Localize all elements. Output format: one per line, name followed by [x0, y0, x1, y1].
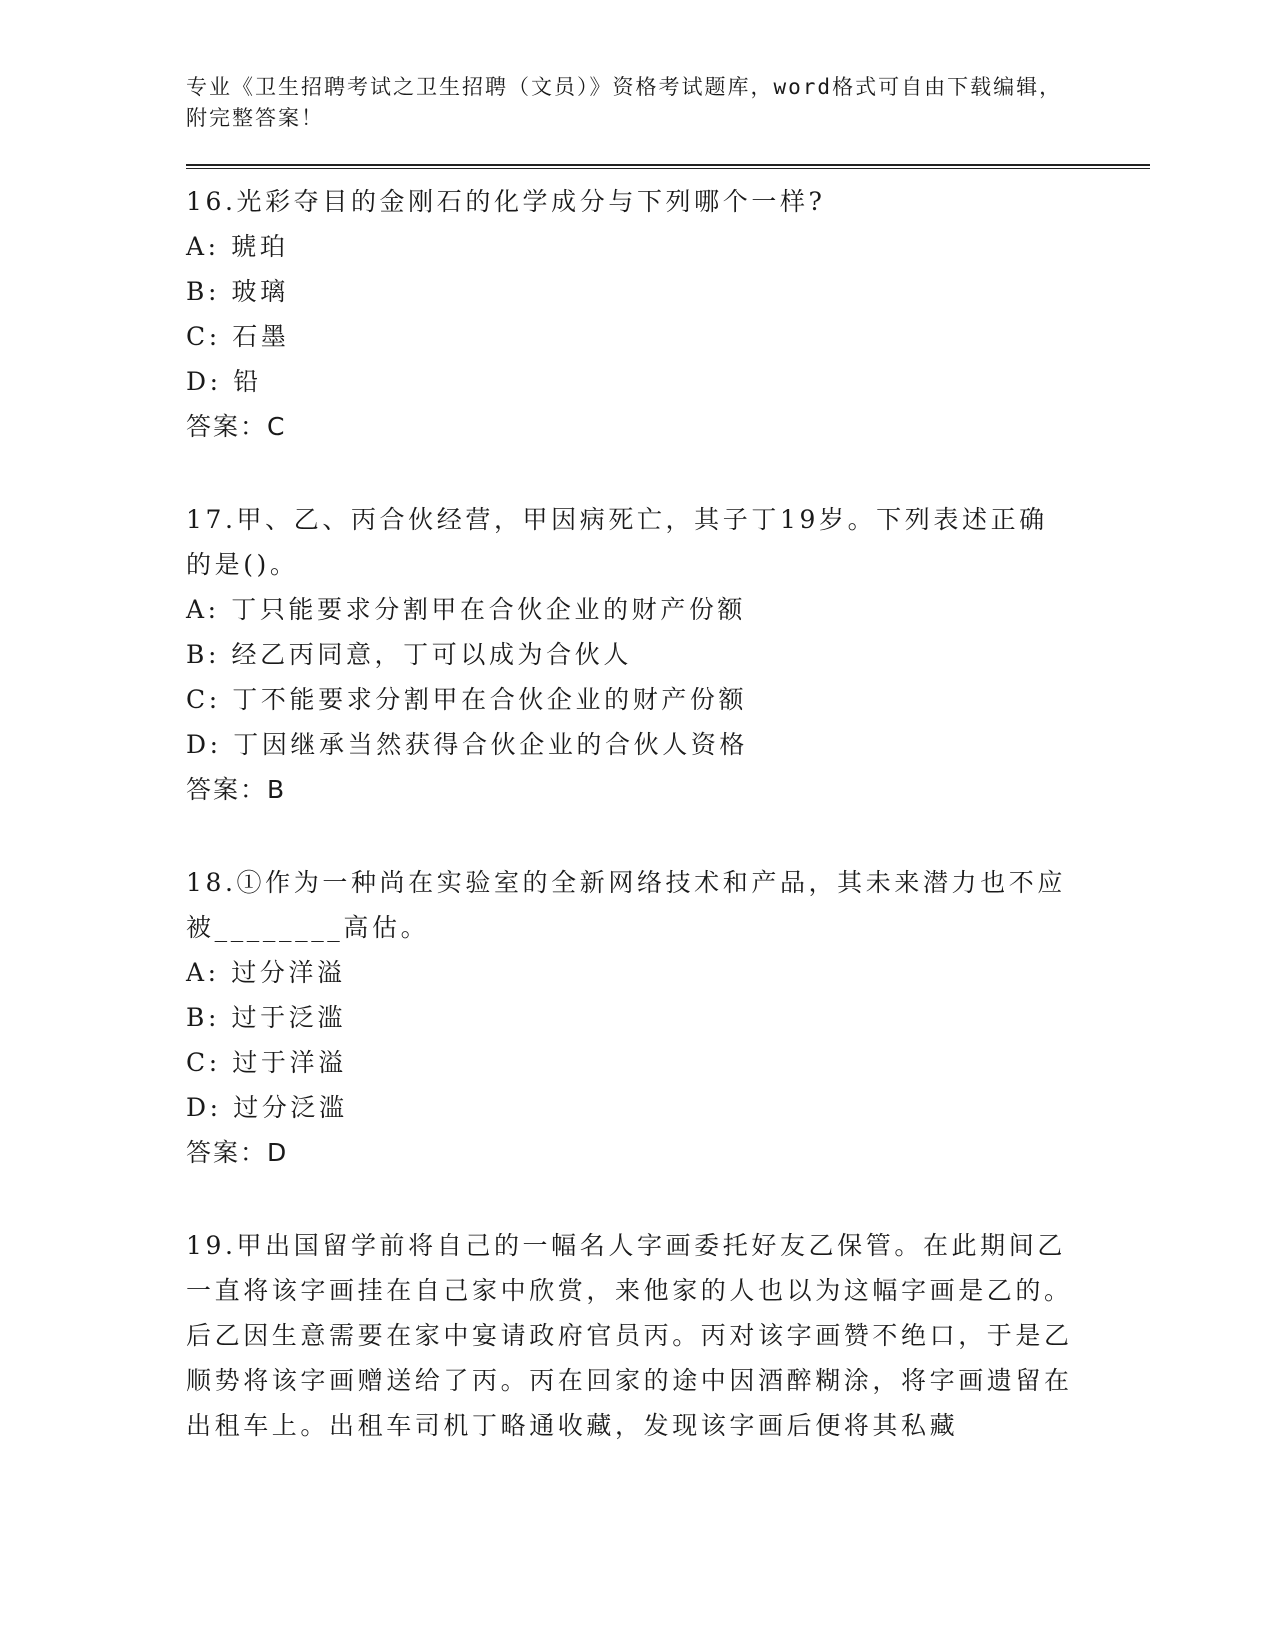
- answer-line: 答案：C: [186, 412, 287, 441]
- option-a: A: 丁只能要求分割甲在合伙企业的财产份额: [186, 595, 747, 624]
- option-c: C: 丁不能要求分割甲在合伙企业的财产份额: [186, 685, 748, 714]
- question-stem: 16.光彩夺目的金刚石的化学成分与下列哪个一样?: [186, 187, 826, 216]
- option-d: D: 过分泛滥: [186, 1093, 348, 1122]
- question-19: [186, 1223, 1156, 1448]
- question-stem: 17.甲、乙、丙合伙经营，甲因病死亡，其子丁19岁。下列表述正确的是()。: [186, 505, 1048, 579]
- option-b: B: 经乙丙同意，丁可以成为合伙人: [186, 640, 632, 669]
- option-c: C: 过于洋溢: [186, 1048, 347, 1077]
- answer-line: 答案：D: [186, 1138, 289, 1167]
- answer-line: 答案：B: [186, 775, 287, 804]
- spacer: [186, 812, 1156, 860]
- question-17: [186, 497, 1156, 812]
- spacer: [186, 449, 1156, 497]
- document-intro: 专业《卫生招聘考试之卫生招聘（文员）》资格考试题库，word格式可自由下载编辑，附完整答案！: [186, 75, 1063, 130]
- document-page: [186, 72, 1156, 1448]
- question-stem: 18.①作为一种尚在实验室的全新网络技术和产品，其未来潜力也不应被________高估。: [186, 868, 1066, 942]
- option-b: B: 玻璃: [186, 277, 289, 306]
- option-b: B: 过于泛滥: [186, 1003, 346, 1032]
- question-16: [186, 179, 1156, 449]
- option-c: C: 石墨: [186, 322, 290, 351]
- option-d: D: 铅: [186, 367, 262, 396]
- option-d: D: 丁因继承当然获得合伙企业的合伙人资格: [186, 730, 749, 759]
- header-divider: [186, 164, 1150, 169]
- option-a: A: 琥珀: [186, 232, 289, 261]
- spacer: [186, 1175, 1156, 1223]
- question-stem: 19.甲出国留学前将自己的一幅名人字画委托好友乙保管。在此期间乙一直将该字画挂在自己家中欣赏，来他家的人也以为这幅字画是乙的。后乙因生意需要在家中宴请政府官员丙。丙对该字画赞不绝口，于是乙顺势将该字画赠送给了丙。丙在回家的途中因酒醉糊涂，将字画遗留在出租车上。出租车司机丁略通收藏，发现该字画后便将其私藏: [186, 1231, 1073, 1440]
- option-a: A: 过分洋溢: [186, 958, 346, 987]
- question-18: [186, 860, 1156, 1175]
